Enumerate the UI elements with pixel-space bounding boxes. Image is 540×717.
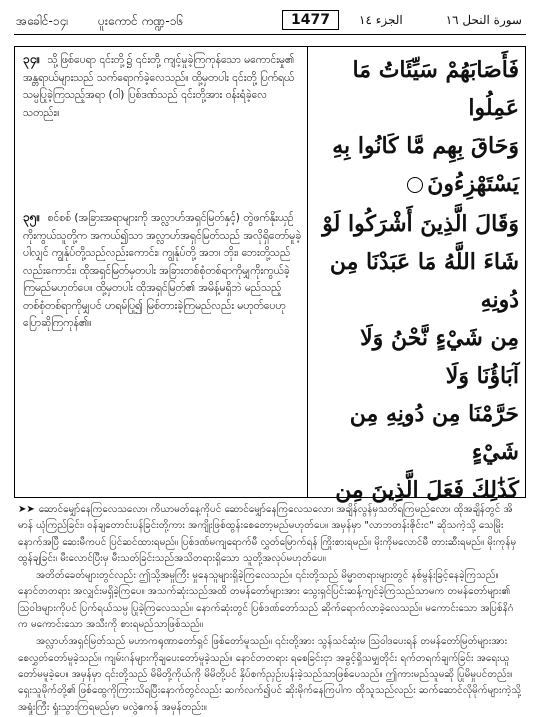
arabic-line: وَحَاقَ بِهِم مَّا كَانُوا بِهِ: [332, 133, 519, 159]
commentary: [18, 502, 522, 717]
verse-35-translation: [23, 209, 301, 333]
arabic-line: فَأَصَابَهُمْ سَيِّئَاتُ مَا عَمِلُوا: [352, 57, 519, 121]
arabic-line: يَسْتَهْزِءُونَ: [313, 165, 519, 203]
double-arrow-icon: ➤➤: [18, 504, 35, 515]
verse-35-arabic: [313, 205, 519, 509]
header-left-label: အခေါင်-၁၄၊: [16, 14, 69, 28]
verse-34-arabic: [313, 51, 519, 203]
page-number: 1477: [282, 10, 339, 30]
arabic-line: شَاءَ اللَّهُ مَا عَبَدْنَا مِن دُونِهِ: [329, 249, 519, 313]
arabic-line: وَقَالَ الَّذِينَ أَشْرَكُوا لَوْ: [322, 211, 519, 237]
verse-34-translation: [23, 51, 301, 122]
commentary-paragraph: ➤➤ ဆောင်မျှော်နေကြလေသလော၊ ကိယာမတ်နေ့ကိုပင် ဆောင်မျှော်နေကြလေသလော၊ အချိန်လွန်မှသတိရကြမည်လော၊ ထိုအချိန်တွင် အိမာန် ယုံကြည်ခြင်း၊ ဝန်ချတောင်းပန်ခြင်းတို့ကား အကျိုးဖြစ်ထွန်းစေတော့မည်မဟုတ်ပေ။ အမှန်မှာ "လာဘတန်းဇိုင်းင" ဆိုသကဲ့သို့ သေမြိုးနောက်အပြီ ဆေးမီကပင် ပြင်ဆင်ထားရမည်။ ပြစ်ဒဏ်မကျရောက်မီ လွှတ်မြောက်ရန် ကြိုးစားရမည်။ မိုးကိုမလောင်မီ တားဆီးရမည်။ မိုးကုန်မှထွန်ချခြင်း၊ မီးလောင်ပြီးမှ မီးသတ်ခြင်းသည်အသိတရားရှိသော သူတို့အလုပ်မဟုတ်ပေ။: [18, 504, 517, 564]
verse-frame: [14, 46, 526, 503]
verse-34-number: ၃၄။: [23, 52, 41, 66]
column-divider: [307, 47, 308, 497]
arabic-line: حَرَّمْنَا مِن دُونِهِ مِن شَيْءٍ: [349, 401, 519, 465]
verse-35-text: စင်စစ် (အခြားအရာများကို အလ္လာဟ်အရှင်မြတ်နှင့်) တွဲဖက်နိုးယှဉ်ကိုးကွယ်သူတို့က အကယ်၍သာ အလ္လာဟ်အရှင်မြတ်သည် အလိုရှိတော်မူခဲ့ပါလျှင် ကျွန်ုပ်တို့သည်လည်းကောင်း၊ ကျွန်ုပ်တို့ အဘ၊ ဘိုး၊ ဘေးတို့သည်လည်းကောင်း၊ ထိုအရှင်မြတ်မှတပါး အခြားတစ်စုံတစ်ရာကိုမျှကိုးကွယ်ခဲ့ကြမည်မဟုတ်ပေ။ ထို့မှတပါး ထိုအရှင်မြတ်၏ အမိန့်မရှိဘဲ မည်သည့်တစ်စုံတစ်ရာကိုမျှပင် ဟရမ်ပြု၍ မြစ်တားခဲ့ကြမည်လည်း မဟုတ်ပေဟု ပြောဆိုကြကုန်၏။: [23, 212, 302, 329]
arabic-line: مِن شَيْءٍ نَّحْنُ وَلَا آبَاؤُنَا وَلَا: [360, 325, 519, 389]
arabic-line: كَذَٰلِكَ فَعَلَ الَّذِينَ مِن: [335, 477, 519, 503]
header-surah: سورة النحل ١٦: [445, 13, 522, 27]
verse-35-number: ၃၅။: [23, 210, 41, 224]
header-juz: الجزء ١٤: [359, 13, 403, 27]
commentary-paragraph: အတိတ်ခေတ်များတွင်လည်း ဤသို့အမှုကြီး မှုနေသူများရှိခဲ့ကြလေသည်။ ၎င်းတို့သည် မိမ္မာတရားများတွင် နစ်မွန်းခြင့်နေခဲ့ကြသည်။ နောင်တတရား အလျှင်းမရှိခဲ့ကြပေ။ အသက်ဆုံးသည်အထိ တမန်တော်များအား သွေးရှင်ပြင်းဆန့်ကျင်ခဲ့ကြသည်သာမက တမန်တော်များ၏ သြဝါဒများကိုပင် ပြက်ရယ်သမ္ပ ပြုခဲ့ကြလေသည်။ နောက်ဆုံးတွင် ပြစ်ဒဏ်တော်သည် ဆိုက်ရောက်လာခဲ့လေသည်။ မကောင်းသော အပြစ်နိဂံက မကောင်းသော အသီးကို စားရမည်သာဖြစ်သည်။: [18, 570, 514, 631]
commentary-paragraph: အလ္လာဟ်အရှင်မြတ်သည် မဟာကရုဏာတော်ရှင် ဖြစ်တော်မူသည်။ ၎င်းတို့အား သွန်သင်ဆုံးမ သြဝါဒပေးရန် တမန်တော်မြတ်များအားစေလွှတ်တော်မူခဲ့သည်။ ကျမ်းဂန်များကိုချပေးတော်မူခဲ့သည်။ နောင်တတရား ရစေခြင်းငှာ အခွင့်ရှိသမျှတိုင်း ရက်တရက်ချက်ခြင်း အရေးယူတော်မမူခဲ့ပေ။ အမှန်မှာ ၎င်းတို့သည် မိမိတို့ကိုယ်ကို မိမိတို့ပင် နှိပ်စက်ညှဉ်းပန်းခဲ့သည်သာဖြစ်ပေသည်။ ဤကားမည်သူမဆို ပြုမိမှုပင်တည်း။ ရှေးသူမိုက်တို့၏ ဖြစ်ထွေကိုကြားသိရပြီးနောက်တွင်လည်း ဆက်လက်၍ပင် ဆိုးမိုက်နေကြပါက ထိုသူသည်လည်း ဆက်ဆောင်လိုမိုက်များကဲ့သို့ အရှုံးကြီး ရှုံးသွားကြရမည်မှာ မလွဲဧကန် အမှန်တည်း။: [18, 636, 522, 713]
page: [14, 8, 526, 713]
header-section-label: ပူးကောင် ကဏ္ဍ-၁၆: [98, 14, 184, 28]
verse-end-marker-icon: [407, 177, 423, 193]
page-header: [14, 8, 526, 35]
verse-34-text: သို့ဖြစ်ပေရာ ၎င်းတို့၌ ၎င်းတို့ ကျင့်မှုခဲ့ကြကုန်သော မကောင်းမှု၏ အန္တရာယ်များသည် သက်ရောက်ခဲ့လေသည်။ ထို့မှတပါး ၎င်းတို့ ပြက်ရယ်သမ္ပပြုခဲ့ကြသည့်အရာ (ဝါ) ပြစ်ဒဏ်သည် ၎င်းတို့အား ဝန်းရံခဲ့လေသတည်း။: [23, 54, 295, 119]
